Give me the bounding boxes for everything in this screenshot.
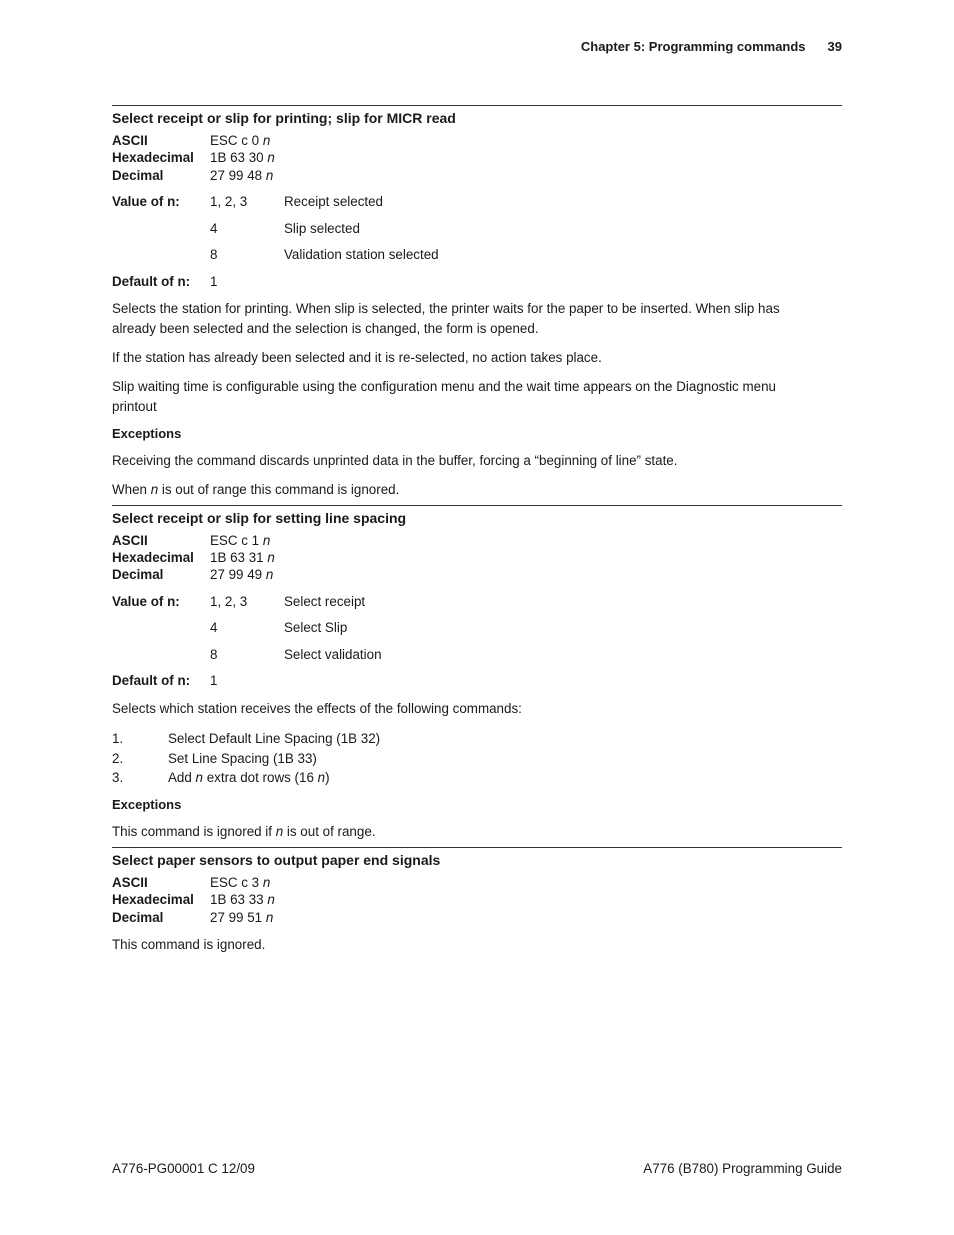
dec-label: Decimal (112, 910, 164, 925)
hex-value: 1B 63 33 n (210, 892, 275, 907)
list-item-number: 3. (112, 770, 124, 785)
value-cell: 8 (210, 247, 218, 262)
list-item-number: 2. (112, 751, 124, 766)
ascii-label: ASCII (112, 533, 148, 548)
dec-label: Decimal (112, 567, 164, 582)
value-description: Select validation (284, 647, 382, 662)
list-item: Add n extra dot rows (16 n) (168, 770, 330, 785)
section-title: Select receipt or slip for setting line spacing (112, 510, 407, 526)
footer-guide-title: A776 (B780) Programming Guide (643, 1161, 842, 1176)
default-of-n-label: Default of n: (112, 673, 191, 688)
body-paragraph: Selects which station receives the effects of the following commands: (112, 701, 522, 716)
value-of-n-label: Value of n: (112, 594, 180, 609)
section-title: Select paper sensors to output paper end signals (112, 852, 441, 868)
default-value: 1 (210, 673, 218, 688)
value-cell: 1, 2, 3 (210, 594, 248, 609)
body-paragraph: When n is out of range this command is ignored. (112, 482, 400, 497)
running-header (581, 39, 842, 54)
chapter-title: Chapter 5: Programming commands (580, 39, 806, 54)
dec-value: 27 99 49 n (210, 567, 274, 582)
exceptions-heading: Exceptions (112, 426, 182, 441)
value-description: Validation station selected (284, 247, 439, 262)
body-paragraph: This command is ignored if n is out of range. (112, 824, 376, 839)
value-cell: 1, 2, 3 (210, 194, 248, 209)
list-item: Set Line Spacing (1B 33) (168, 751, 317, 766)
ascii-label: ASCII (112, 133, 148, 148)
value-description: Select receipt (284, 594, 366, 609)
body-paragraph: Slip waiting time is configurable using the configuration menu and the wait time appears on the Diagnostic menu printout (112, 379, 776, 414)
ascii-value: ESC c 0 n (210, 133, 271, 148)
section-printing-station (112, 105, 842, 126)
value-description: Select Slip (284, 620, 348, 635)
body-paragraph: Receiving the command discards unprinted data in the buffer, forcing a “beginning of line” state. (112, 453, 678, 468)
body-paragraph: This command is ignored. (112, 937, 266, 952)
list-item-number: 1. (112, 731, 124, 746)
value-cell: 8 (210, 647, 218, 662)
default-value: 1 (210, 274, 218, 289)
hex-value: 1B 63 30 n (210, 150, 275, 165)
dec-value: 27 99 48 n (210, 168, 274, 183)
hex-value: 1B 63 31 n (210, 550, 275, 565)
value-of-n-label: Value of n: (112, 194, 180, 209)
value-description: Slip selected (284, 221, 360, 236)
body-paragraph: Selects the station for printing. When slip is selected, the printer waits for the paper to be inserted. When slip has already been selected and the selection is changed, the form is opened. (112, 301, 780, 336)
body-paragraph: If the station has already been selected and it is re-selected, no action takes place. (112, 350, 602, 365)
default-of-n-label: Default of n: (112, 274, 191, 289)
hex-label: Hexadecimal (112, 892, 194, 907)
exceptions-heading: Exceptions (112, 797, 182, 812)
dec-label: Decimal (112, 168, 164, 183)
hex-label: Hexadecimal (112, 150, 194, 165)
value-cell: 4 (210, 221, 218, 236)
footer-doc-id: A776-PG00001 C 12/09 (112, 1161, 255, 1176)
value-description: Receipt selected (284, 194, 383, 209)
value-cell: 4 (210, 620, 218, 635)
section-title: Select receipt or slip for printing; slip for MICR read (112, 110, 456, 126)
section-line-spacing (112, 505, 842, 526)
hex-label: Hexadecimal (112, 550, 194, 565)
section-paper-sensors (112, 847, 842, 868)
ascii-value: ESC c 3 n (210, 875, 271, 890)
list-item: Select Default Line Spacing (1B 32) (168, 731, 381, 746)
dec-value: 27 99 51 n (210, 910, 274, 925)
ascii-label: ASCII (112, 875, 148, 890)
page-number: 39 (827, 39, 842, 54)
ascii-value: ESC c 1 n (210, 533, 271, 548)
